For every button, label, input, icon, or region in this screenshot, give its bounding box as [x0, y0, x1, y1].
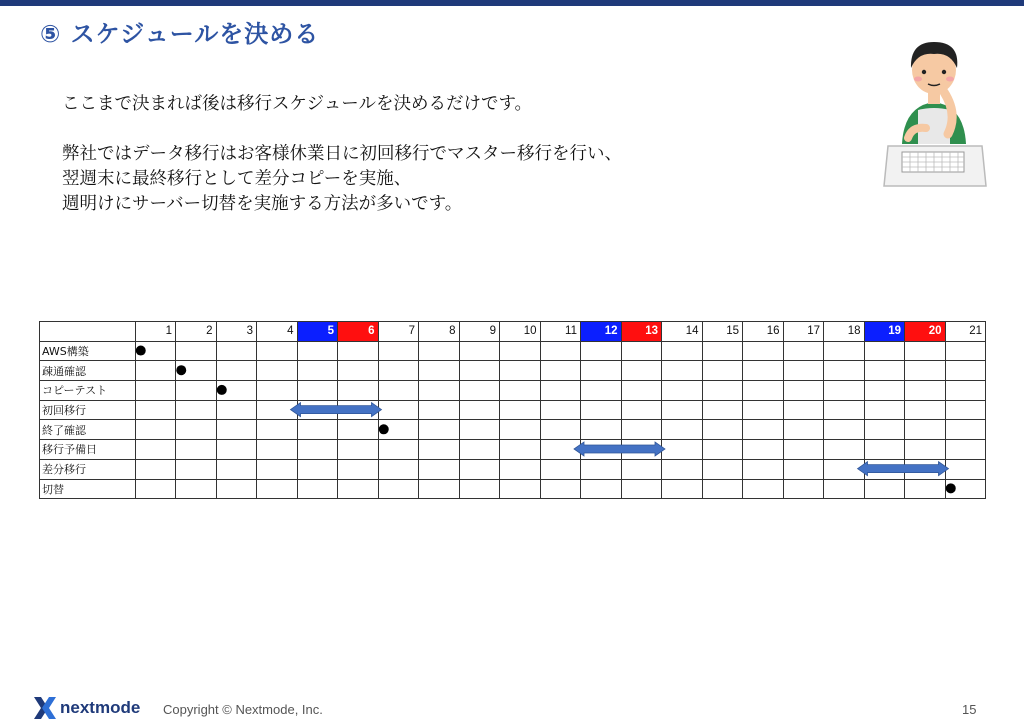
schedule-cell	[662, 361, 703, 381]
schedule-cell	[783, 420, 824, 440]
schedule-cell	[824, 361, 865, 381]
schedule-cell	[702, 341, 743, 361]
schedule-cell	[500, 400, 541, 420]
header-corner-cell	[40, 322, 136, 342]
schedule-cell	[338, 479, 379, 499]
copyright-text: Copyright © Nextmode, Inc.	[163, 702, 323, 717]
schedule-cell	[500, 459, 541, 479]
schedule-cell	[783, 381, 824, 401]
schedule-cell	[216, 361, 257, 381]
day-header-cell: 2	[176, 322, 217, 342]
schedule-cell	[540, 479, 581, 499]
paragraph-2-line-1: 弊社ではデータ移行はお客様休業日に初回移行でマスター移行を行い、	[62, 144, 622, 164]
schedule-cell	[257, 361, 298, 381]
schedule-cell	[257, 381, 298, 401]
schedule-cell	[419, 479, 460, 499]
schedule-cell	[905, 341, 946, 361]
schedule-cell	[459, 341, 500, 361]
schedule-cell	[783, 440, 824, 460]
schedule-cell	[905, 381, 946, 401]
schedule-cell	[662, 341, 703, 361]
nextmode-logo-text: nextmode	[60, 698, 141, 717]
schedule-cell	[459, 400, 500, 420]
day-header-cell: 12	[581, 322, 622, 342]
schedule-cell	[135, 381, 176, 401]
schedule-cell	[135, 400, 176, 420]
paragraph-2-line-3: 週明けにサーバー切替を実施する方法が多いです。	[62, 194, 463, 214]
schedule-cell	[297, 400, 338, 420]
schedule-cell	[176, 459, 217, 479]
day-header-cell: 19	[864, 322, 905, 342]
day-header-cell: 9	[459, 322, 500, 342]
schedule-cell	[338, 361, 379, 381]
schedule-cell	[783, 361, 824, 381]
schedule-cell	[905, 459, 946, 479]
schedule-cell	[864, 459, 905, 479]
schedule-cell	[378, 479, 419, 499]
schedule-cell	[824, 459, 865, 479]
day-header-cell: 6	[338, 322, 379, 342]
schedule-cell	[459, 381, 500, 401]
nextmode-logo	[34, 696, 140, 720]
nextmode-logo-mark	[34, 697, 56, 719]
task-row	[40, 361, 986, 381]
schedule-cell	[743, 400, 784, 420]
schedule-cell	[338, 400, 379, 420]
schedule-cell	[621, 361, 662, 381]
schedule-cell	[216, 479, 257, 499]
schedule-cell	[864, 361, 905, 381]
schedule-cell	[702, 361, 743, 381]
schedule-cell	[743, 361, 784, 381]
schedule-cell	[945, 420, 986, 440]
schedule-cell	[824, 341, 865, 361]
schedule-cell	[662, 459, 703, 479]
schedule-cell	[864, 440, 905, 460]
schedule-cell	[338, 381, 379, 401]
slide-body	[62, 92, 622, 217]
schedule-cell	[257, 459, 298, 479]
schedule-cell	[257, 440, 298, 460]
schedule-cell	[176, 440, 217, 460]
schedule-cell	[945, 381, 986, 401]
schedule-cell	[702, 381, 743, 401]
task-label: コピーテスト	[40, 381, 136, 401]
schedule-cell	[176, 341, 217, 361]
schedule-cell	[216, 459, 257, 479]
task-row	[40, 440, 986, 460]
schedule-cell	[945, 479, 986, 499]
schedule-cell	[500, 479, 541, 499]
day-header-cell: 15	[702, 322, 743, 342]
schedule-cell	[419, 459, 460, 479]
schedule-cell	[257, 400, 298, 420]
schedule-cell	[500, 381, 541, 401]
schedule-cell	[297, 459, 338, 479]
schedule-cell	[338, 440, 379, 460]
schedule-cell	[500, 440, 541, 460]
schedule-cell	[378, 459, 419, 479]
schedule-cell	[135, 341, 176, 361]
schedule-cell	[702, 400, 743, 420]
schedule-cell	[419, 361, 460, 381]
schedule-cell	[135, 459, 176, 479]
schedule-cell	[459, 440, 500, 460]
schedule-cell	[945, 459, 986, 479]
schedule-cell	[581, 420, 622, 440]
schedule-cell	[500, 341, 541, 361]
schedule-cell	[297, 361, 338, 381]
schedule-cell	[905, 440, 946, 460]
task-row	[40, 400, 986, 420]
paragraph-1: ここまで決まれば後は移行スケジュールを決めるだけです。	[62, 94, 533, 114]
schedule-cell	[864, 381, 905, 401]
migration-schedule-table	[39, 321, 986, 499]
schedule-cell	[824, 440, 865, 460]
schedule-cell	[662, 479, 703, 499]
schedule-cell	[540, 381, 581, 401]
schedule-cell	[702, 479, 743, 499]
schedule-cell	[783, 341, 824, 361]
schedule-cell	[905, 420, 946, 440]
page-number: 15	[962, 702, 977, 717]
schedule-cell	[419, 341, 460, 361]
day-header-cell: 17	[783, 322, 824, 342]
schedule-cell	[135, 479, 176, 499]
schedule-cell	[459, 479, 500, 499]
schedule-cell	[216, 420, 257, 440]
schedule-cell	[540, 400, 581, 420]
day-header-cell: 13	[621, 322, 662, 342]
schedule-cell	[378, 440, 419, 460]
schedule-cell	[378, 341, 419, 361]
schedule-cell	[945, 361, 986, 381]
task-row	[40, 459, 986, 479]
schedule-cell	[338, 459, 379, 479]
schedule-cell	[257, 341, 298, 361]
schedule-cell	[419, 440, 460, 460]
schedule-cell	[783, 479, 824, 499]
day-header-cell: 7	[378, 322, 419, 342]
day-header-cell: 16	[743, 322, 784, 342]
schedule-cell	[743, 341, 784, 361]
task-label: 疎通確認	[40, 361, 136, 381]
schedule-cell	[743, 459, 784, 479]
schedule-cell	[581, 459, 622, 479]
schedule-cell	[216, 381, 257, 401]
thinking-person-illustration	[878, 34, 990, 190]
task-row	[40, 479, 986, 499]
schedule-cell	[783, 459, 824, 479]
schedule-cell	[864, 341, 905, 361]
schedule-cell	[176, 381, 217, 401]
schedule-cell	[419, 381, 460, 401]
schedule-cell	[338, 420, 379, 440]
schedule-cell	[540, 420, 581, 440]
day-header-cell: 3	[216, 322, 257, 342]
schedule-cell	[500, 420, 541, 440]
day-header-cell: 11	[540, 322, 581, 342]
day-header-cell: 14	[662, 322, 703, 342]
schedule-cell	[338, 341, 379, 361]
schedule-cell	[581, 361, 622, 381]
schedule-cell	[662, 400, 703, 420]
schedule-cell	[864, 479, 905, 499]
schedule-cell	[378, 420, 419, 440]
schedule-cell	[702, 440, 743, 460]
day-header-cell: 10	[500, 322, 541, 342]
schedule-cell	[378, 381, 419, 401]
schedule-cell	[540, 341, 581, 361]
schedule-cell	[621, 459, 662, 479]
day-header-cell: 8	[419, 322, 460, 342]
top-accent-bar	[0, 0, 1024, 6]
schedule-cell	[662, 420, 703, 440]
schedule-cell	[459, 361, 500, 381]
slide-title: ⑤ スケジュールを決める	[40, 20, 320, 48]
schedule-cell	[945, 341, 986, 361]
task-label: 移行予備日	[40, 440, 136, 460]
schedule-cell	[824, 400, 865, 420]
task-row	[40, 420, 986, 440]
day-header-cell: 5	[297, 322, 338, 342]
schedule-cell	[621, 440, 662, 460]
schedule-cell	[419, 420, 460, 440]
schedule-cell	[824, 479, 865, 499]
schedule-cell	[257, 420, 298, 440]
schedule-cell	[581, 381, 622, 401]
schedule-cell	[621, 341, 662, 361]
schedule-cell	[459, 459, 500, 479]
schedule-cell	[500, 361, 541, 381]
schedule-cell	[297, 341, 338, 361]
paragraph-2-line-2: 翌週末に最終移行として差分コピーを実施、	[62, 169, 412, 189]
schedule-cell	[176, 479, 217, 499]
schedule-cell	[135, 420, 176, 440]
day-header-cell: 1	[135, 322, 176, 342]
schedule-cell	[743, 381, 784, 401]
schedule-cell	[621, 400, 662, 420]
task-row	[40, 341, 986, 361]
schedule-header-row	[40, 322, 986, 342]
schedule-cell	[905, 400, 946, 420]
schedule-cell	[176, 400, 217, 420]
schedule-cell	[419, 400, 460, 420]
schedule-cell	[621, 479, 662, 499]
schedule-cell	[297, 440, 338, 460]
task-label: 差分移行	[40, 459, 136, 479]
schedule-cell	[945, 440, 986, 460]
schedule-cell	[783, 400, 824, 420]
schedule-cell	[135, 440, 176, 460]
schedule-cell	[216, 400, 257, 420]
schedule-cell	[743, 440, 784, 460]
schedule-cell	[581, 440, 622, 460]
schedule-cell	[905, 479, 946, 499]
schedule-cell	[662, 381, 703, 401]
schedule-cell	[581, 400, 622, 420]
schedule-cell	[743, 420, 784, 440]
schedule-cell	[824, 381, 865, 401]
schedule-cell	[702, 459, 743, 479]
schedule-cell	[621, 381, 662, 401]
schedule-cell	[216, 341, 257, 361]
schedule-cell	[864, 400, 905, 420]
schedule-cell	[297, 420, 338, 440]
day-header-cell: 4	[257, 322, 298, 342]
schedule-cell	[540, 440, 581, 460]
schedule-cell	[662, 440, 703, 460]
task-label: 終了確認	[40, 420, 136, 440]
schedule-cell	[621, 420, 662, 440]
schedule-cell	[297, 479, 338, 499]
day-header-cell: 18	[824, 322, 865, 342]
schedule-cell	[378, 400, 419, 420]
task-row	[40, 381, 986, 401]
schedule-cell	[945, 400, 986, 420]
schedule-cell	[581, 341, 622, 361]
task-label: 初回移行	[40, 400, 136, 420]
schedule-cell	[176, 420, 217, 440]
task-label: AWS構築	[40, 341, 136, 361]
schedule-cell	[824, 420, 865, 440]
schedule-cell	[581, 479, 622, 499]
day-header-cell: 20	[905, 322, 946, 342]
schedule-cell	[297, 381, 338, 401]
schedule-cell	[540, 459, 581, 479]
day-header-cell: 21	[945, 322, 986, 342]
schedule-cell	[702, 420, 743, 440]
schedule-cell	[864, 420, 905, 440]
schedule-cell	[378, 361, 419, 381]
schedule-cell	[135, 361, 176, 381]
schedule-cell	[257, 479, 298, 499]
schedule-cell	[176, 361, 217, 381]
schedule-cell	[905, 361, 946, 381]
schedule-cell	[743, 479, 784, 499]
schedule-cell	[459, 420, 500, 440]
task-label: 切替	[40, 479, 136, 499]
schedule-cell	[216, 440, 257, 460]
schedule-cell	[540, 361, 581, 381]
